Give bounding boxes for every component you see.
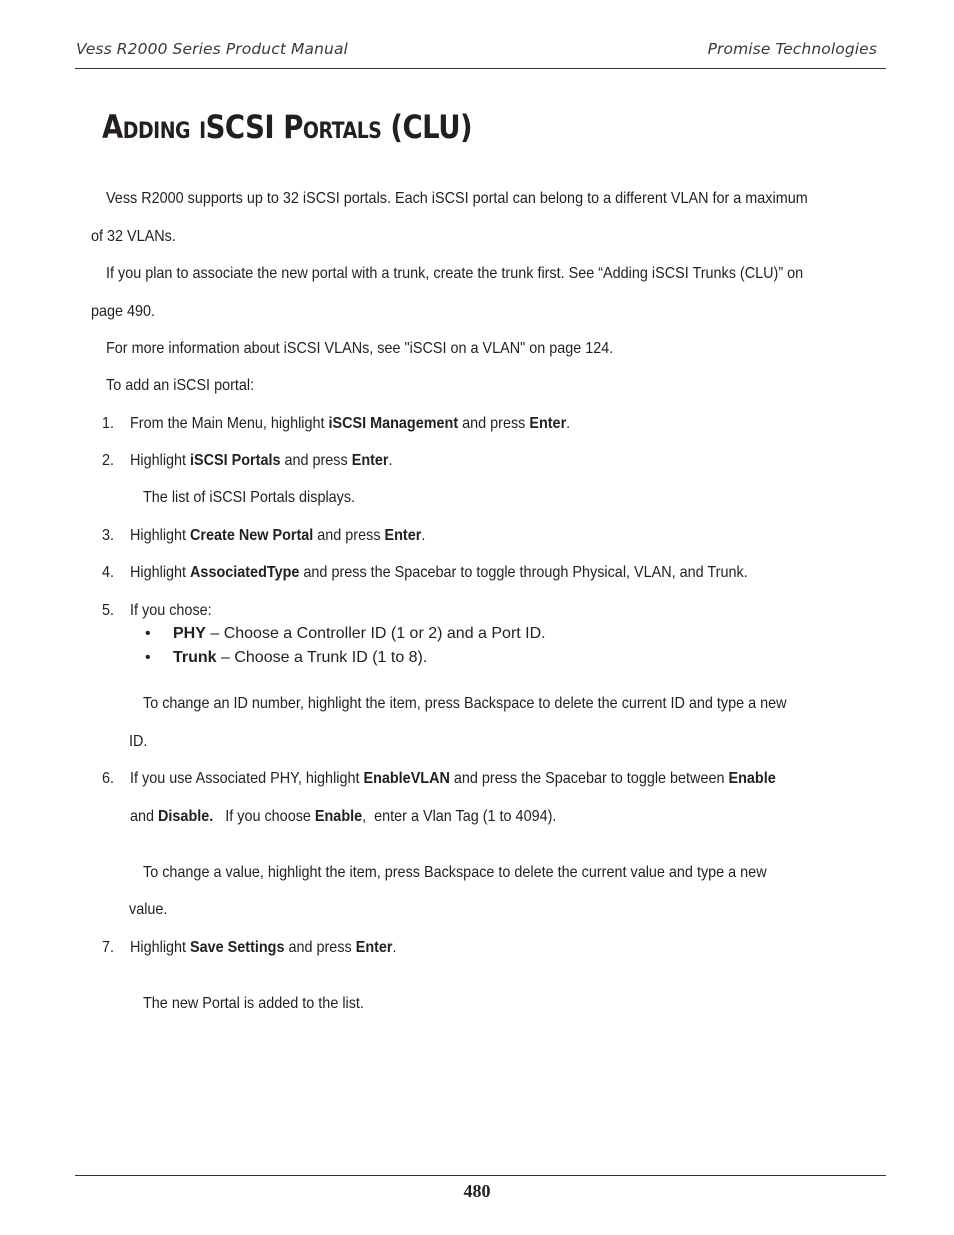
step-number: 6. bbox=[102, 770, 115, 787]
step-number: 4. bbox=[102, 564, 115, 581]
title-cap: A bbox=[102, 108, 123, 146]
step-5-note-line-1: To change an ID number, highlight the item, press Backspace to delete the current ID and type a new bbox=[143, 695, 787, 712]
bullet-mark: • bbox=[145, 625, 151, 642]
header-rule bbox=[75, 68, 886, 69]
step-4-text: Highlight AssociatedType and press the Spacebar to toggle through Physical, VLAN, and Trunk. bbox=[130, 564, 748, 581]
step-number: 7. bbox=[102, 939, 115, 956]
title-small: DDING bbox=[122, 119, 191, 144]
page-number: 480 bbox=[463, 1181, 491, 1201]
step-number: 5. bbox=[102, 602, 115, 619]
step-7-note: The new Portal is added to the list. bbox=[143, 995, 364, 1012]
title-cap: SCSI bbox=[205, 108, 275, 146]
intro-paragraph-2-line-2: page 490. bbox=[91, 303, 156, 320]
intro-paragraph-3: For more information about iSCSI VLANs, see "iSCSI on a VLAN" on page 124. bbox=[106, 340, 614, 357]
step-2-text: Highlight iSCSI Portals and press Enter. bbox=[130, 452, 393, 469]
step-7-text: Highlight Save Settings and press Enter. bbox=[130, 939, 397, 956]
title-cap: P bbox=[283, 108, 303, 146]
bullet-item-phy: PHY – Choose a Controller ID (1 or 2) and a Port ID. bbox=[173, 625, 546, 642]
step-number: 1. bbox=[102, 415, 115, 432]
step-6-text-line-2: and Disable. If you choose Enable, enter a Vlan Tag (1 to 4094). bbox=[130, 808, 557, 825]
intro-paragraph-1-line-2: of 32 VLANs. bbox=[91, 228, 176, 245]
step-5-text: If you chose: bbox=[130, 602, 212, 619]
title-small: I bbox=[199, 119, 206, 144]
title-small: ORTALS bbox=[302, 119, 382, 144]
step-number: 2. bbox=[102, 452, 115, 469]
running-header-left: Vess R2000 Series Product Manual bbox=[76, 40, 348, 58]
step-6-note-line-1: To change a value, highlight the item, press Backspace to delete the current value and type a new bbox=[143, 864, 767, 881]
step-3-text: Highlight Create New Portal and press Enter. bbox=[130, 527, 426, 544]
section-title bbox=[102, 108, 472, 146]
step-2-note: The list of iSCSI Portals displays. bbox=[143, 489, 356, 506]
bullet-item-trunk: Trunk – Choose a Trunk ID (1 to 8). bbox=[173, 649, 428, 666]
footer-rule bbox=[75, 1175, 886, 1176]
step-number: 3. bbox=[102, 527, 115, 544]
title-cap: (CLU) bbox=[390, 108, 473, 146]
intro-paragraph-1-line-1: Vess R2000 supports up to 32 iSCSI portals. Each iSCSI portal can belong to a different VLAN for a maximum bbox=[106, 190, 808, 207]
intro-paragraph-2-line-1: If you plan to associate the new portal with a trunk, create the trunk first. See “Adding iSCSI Trunks (CLU)” on bbox=[106, 265, 804, 282]
bullet-mark: • bbox=[145, 649, 151, 666]
step-1-text: From the Main Menu, highlight iSCSI Management and press Enter. bbox=[130, 415, 571, 432]
intro-paragraph-4: To add an iSCSI portal: bbox=[106, 377, 255, 394]
step-6-text-line-1: If you use Associated PHY, highlight EnableVLAN and press the Spacebar to toggle between Enable bbox=[130, 770, 776, 787]
running-header-right: Promise Technologies bbox=[707, 40, 877, 58]
step-5-note-line-2: ID. bbox=[129, 733, 148, 750]
step-6-note-line-2: value. bbox=[129, 901, 168, 918]
